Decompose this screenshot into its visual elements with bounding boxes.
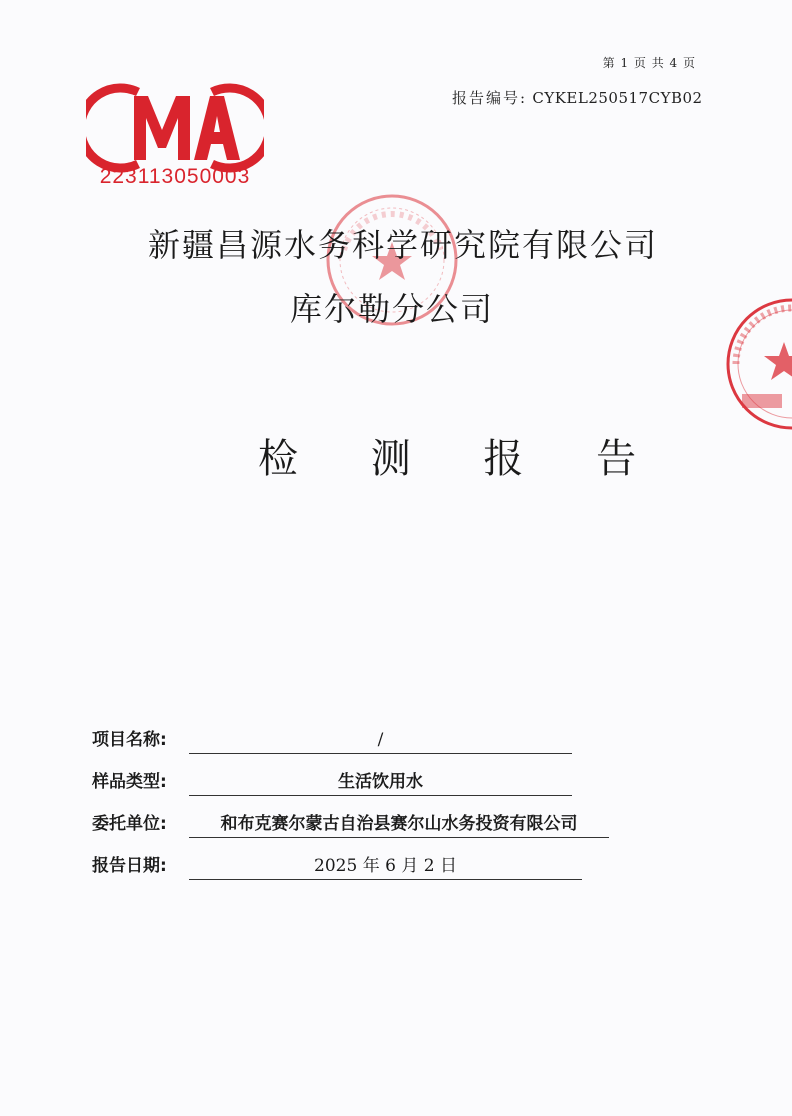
field-value: 和布克赛尔蒙古自治县赛尔山水务投资有限公司 bbox=[189, 809, 609, 838]
page-number: 第 1 页 共 4 页 bbox=[602, 56, 696, 70]
field-value: 2025 年 6 月 2 日 bbox=[189, 851, 582, 880]
report-fields bbox=[92, 712, 632, 880]
field-label: 委托单位: bbox=[92, 814, 167, 834]
company-name-line2: 库尔勒分公司 bbox=[290, 290, 495, 328]
cma-certificate-code: 223113050003 bbox=[99, 165, 251, 188]
field-sample-type bbox=[92, 754, 632, 796]
report-number-value: CYKEL250517CYB02 bbox=[532, 89, 703, 107]
field-value: 生活饮用水 bbox=[189, 767, 572, 796]
report-number-label: 报告编号: bbox=[452, 89, 528, 107]
field-project-name bbox=[92, 712, 632, 754]
field-report-date bbox=[92, 838, 632, 880]
inspection-seal-icon bbox=[722, 294, 792, 434]
report-number bbox=[452, 87, 703, 108]
document-title: 检 测 报 告 bbox=[258, 436, 667, 482]
field-client bbox=[92, 796, 632, 838]
field-label: 样品类型: bbox=[92, 772, 167, 792]
field-label: 报告日期: bbox=[92, 856, 167, 876]
field-label: 项目名称: bbox=[92, 730, 167, 750]
field-value: / bbox=[189, 730, 572, 754]
company-name-line1: 新疆昌源水务科学研究院有限公司 bbox=[148, 226, 659, 264]
